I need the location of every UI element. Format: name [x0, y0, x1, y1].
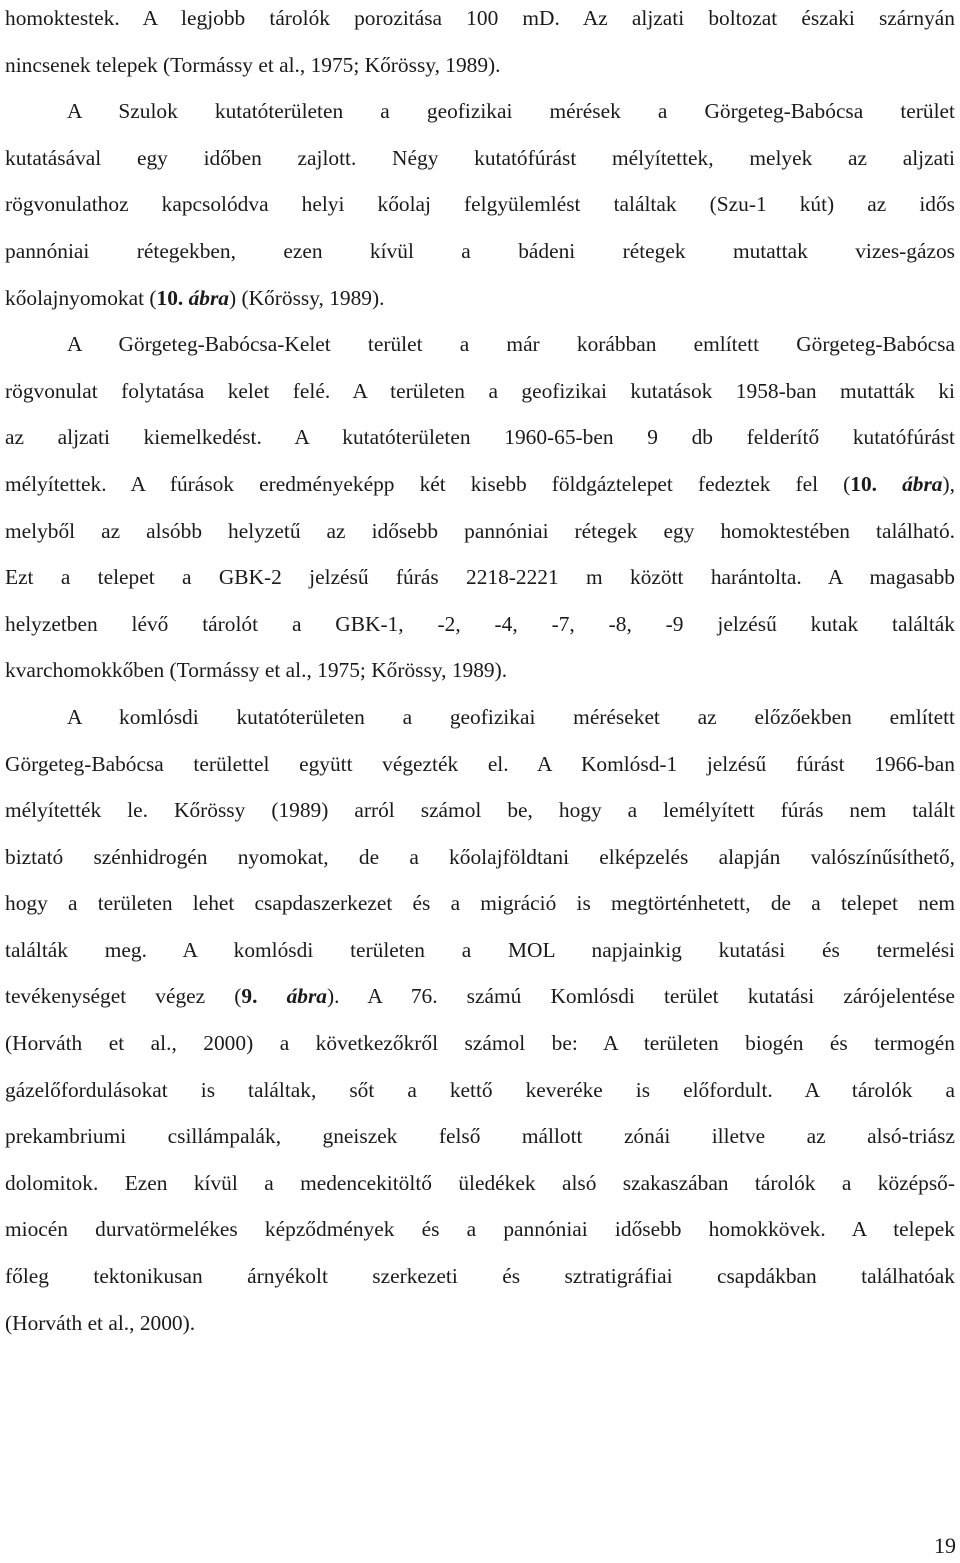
- paragraph-2-line-5: [5, 275, 955, 322]
- paragraph-3-line-6: Ezt a telepet a GBK-2 jelzésű fúrás 2218-2221 m között harántolta. A magasabb: [5, 565, 955, 590]
- paragraph-3-line-8: kvarchomokkőben (Tormássy et al., 1975; Kőrössy, 1989).: [5, 658, 508, 683]
- paragraph-3-line-2: rögvonulat folytatása kelet felé. A területen a geofizikai kutatások 1958-ban mutatták ki: [5, 378, 955, 403]
- paragraph-4-line-5: hogy a területen lehet csapdaszerkezet és a migráció is megtörténhetett, de a telepet nem: [5, 891, 955, 916]
- text-run: .: [177, 285, 189, 310]
- text-run: .: [252, 984, 287, 1009]
- figure-number: 9: [241, 984, 253, 1009]
- figure-number: 10: [156, 285, 178, 310]
- text-run: kőolajnyomokat (: [5, 285, 157, 310]
- paragraph-4-line-4: biztató szénhidrogén nyomokat, de a kőolajföldtani elképzelés alapján valószínűsíthető,: [5, 844, 955, 869]
- text-run: tevékenységet végez (: [5, 984, 242, 1009]
- paragraph-4-line-6: találták meg. A komlósdi területen a MOL napjainkig kutatási és termelési: [5, 937, 955, 962]
- paragraph-4-line-13: főleg tektonikusan árnyékolt szerkezeti és sztratigráfiai csapdákban találhatóak: [5, 1264, 955, 1289]
- paragraph-3-line-5: melyből az alsóbb helyzetű az idősebb pannóniai rétegek egy homoktestében található.: [5, 518, 955, 543]
- paragraph-3-line-4: [5, 461, 955, 508]
- paragraph-4-line-12: miocén durvatörmelékes képződmények és a pannóniai idősebb homokkövek. A telepek: [5, 1217, 955, 1242]
- paragraph-2-line-2: kutatásával egy időben zajlott. Négy kutatófúrást mélyítettek, melyek az aljzati: [5, 145, 955, 170]
- paragraph-4-line-10: prekambriumi csillámpalák, gneiszek felső mállott zónái illetve az alsó-triász: [5, 1124, 955, 1149]
- paragraph-4-line-9: gázelőfordulásokat is találtak, sőt a kettő keveréke is előfordult. A tárolók a: [5, 1077, 955, 1102]
- paragraph-2-line-1: A Szulok kutatóterületen a geofizikai mérések a Görgeteg-Babócsa terület: [67, 99, 955, 124]
- figure-number: 10: [850, 471, 872, 496]
- figure-reference: ábra: [188, 285, 230, 310]
- figure-reference: ábra: [286, 984, 328, 1009]
- page-number: 19: [934, 1533, 956, 1558]
- paragraph-4-line-1: A komlósdi kutatóterületen a geofizikai méréseket az előzőekben említett: [67, 704, 955, 729]
- paragraph-4-line-7: [5, 973, 955, 1020]
- paragraph-1-line-2: nincsenek telepek (Tormássy et al., 1975; Kőrössy, 1989).: [5, 52, 501, 77]
- body-text: [5, 0, 955, 1346]
- paragraph-4-line-2: Görgeteg-Babócsa területtel együtt végezték el. A Komlósd-1 jelzésű fúrást 1966-ban: [5, 751, 955, 776]
- figure-reference: ábra: [902, 471, 943, 496]
- text-run: ) (Kőrössy, 1989).: [229, 285, 385, 310]
- text-run: mélyítettek. A fúrások eredményeképp két kisebb földgáztelepet fedeztek fel (: [5, 471, 851, 496]
- paragraph-4-line-14: (Horváth et al., 2000).: [5, 1310, 196, 1335]
- paragraph-3-line-7: helyzetben lévő tárolót a GBK-1, -2, -4, -7, -8, -9 jelzésű kutak találták: [5, 611, 955, 636]
- paragraph-4-line-8: (Horváth et al., 2000) a következőkről számol be: A területen biogén és termogén: [5, 1031, 955, 1056]
- text-run: ). A 76. számú Komlósdi terület kutatási zárójelentése: [327, 984, 955, 1009]
- paragraph-4-line-3: mélyítették le. Kőrössy (1989) arról számol be, hogy a lemélyített fúrás nem talált: [5, 798, 955, 823]
- paragraph-2-line-4: pannóniai rétegekben, ezen kívül a bádeni rétegek mutattak vizes-gázos: [5, 238, 955, 263]
- paragraph-1-line-1: homoktestek. A legjobb tárolók porozitása 100 mD. Az aljzati boltozat északi szárnyán: [5, 6, 955, 30]
- text-run: .: [871, 471, 903, 496]
- paragraph-2-line-3: rögvonulathoz kapcsolódva helyi kőolaj felgyülemlést találtak (Szu-1 kút) az idős: [5, 192, 955, 217]
- paragraph-4-line-11: dolomitok. Ezen kívül a medencekitöltő üledékek alsó szakaszában tárolók a középső-: [5, 1170, 955, 1195]
- text-run: ),: [942, 471, 955, 496]
- paragraph-3-line-3: az aljzati kiemelkedést. A kutatóterületen 1960-65-ben 9 db felderítő kutatófúrást: [5, 425, 955, 450]
- paragraph-3-line-1: A Görgeteg-Babócsa-Kelet terület a már korábban említett Görgeteg-Babócsa: [67, 332, 955, 357]
